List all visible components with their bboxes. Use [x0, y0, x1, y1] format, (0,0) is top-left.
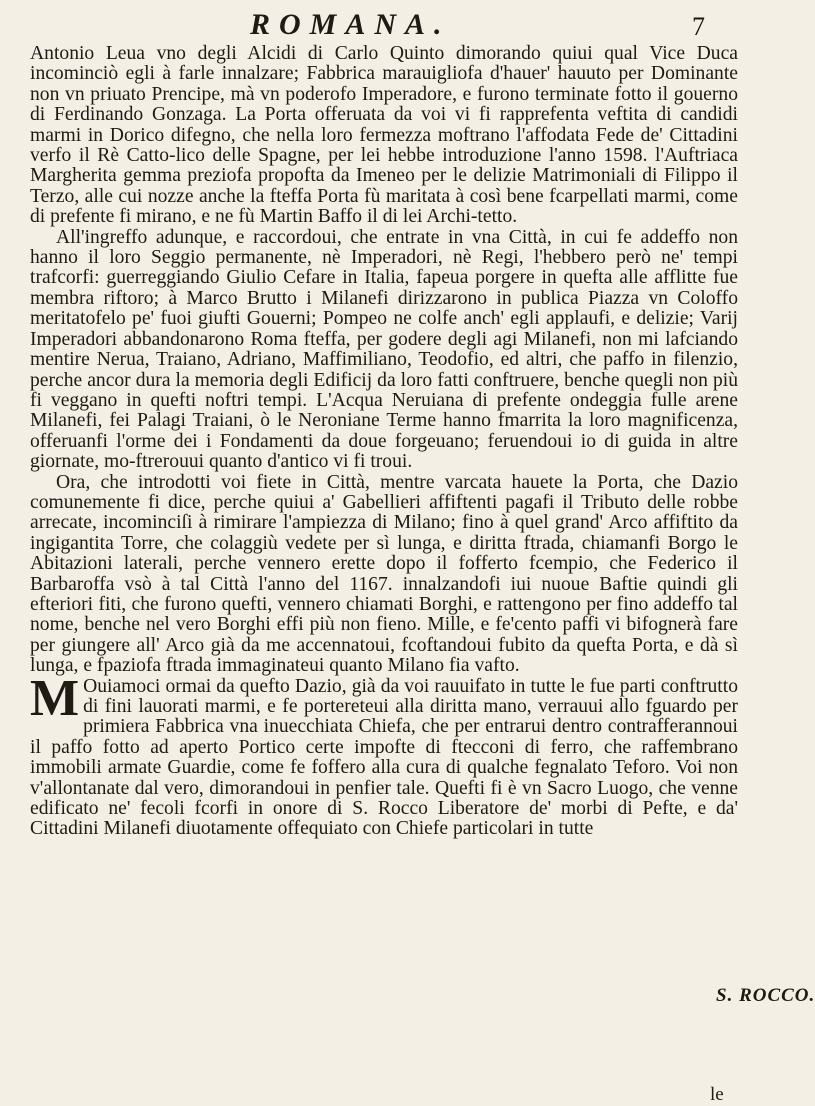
paragraph-4-text: Ouiamoci ormai da quefto Dazio, già da voi rauuifato in tutte le fue parti conftrutto di fini lauorati marmi, e fe portereteui alla diritta mano, verrauui allo fguardo per primiera Fabbrica vna inuecchiata Chiefa, che per entrarui dentro contrafferannoui il paffo fotto ad aperto Portico certe impofte di ftecconi di ferro, che raffembrano immobili armate Guardie, come fe foffero alla cura di qualche fegnalato Teforo. Voi non v'allontanate dal vero, dimorandoui in penfier tale. Quefti fi è vn Sacro Luogo, che venne edificato ne' fecoli fcorfi in onore di S. Rocco Liberatore de' morbi di Pefte, e da' Cittadini Milanefi diuotamente offequiato con Chiefe particolari in tutte — [30, 675, 738, 840]
paragraph-4 — [30, 669, 738, 840]
page-header — [0, 8, 800, 48]
paragraph-3: Ora, che introdotti voi fiete in Città, mentre varcata hauete la Porta, che Dazio comunemente fi dice, perche quiui a' Gabellieri affiftenti pagafi il Tributo delle robbe arrecate, incominciſi à rimirare l'ampiezza di Milano; fino à quel grand' Arco affiftito da ingigantita Torre, che colaggiù vedete per sì lunga, e diritta ftrada, chiamanfi Borgo le Abitazioni laterali, perche vennero erette dopo il fofferto fcempio, che Federico il Barbaroffa vsò à tal Città l'anno del 1167. innalzandofi iui nuoue Baftie quindi gli efteriori fiti, che furono quefti, vennero chiamati Borghi, e rattengono per fino addeffo tal nome, benche nel vero Borghi effi più non fieno. Mille, e fe'cento paffi vi bifognerà fare per giungere all' Arco già da me accennatoui, fcoftandoui fubito da quefta Porta, e dà sì lunga, e fpaziofa ftrada immaginateui quanto Milano fia vafto. — [30, 471, 738, 677]
paragraph-2: All'ingreffo adunque, e raccordoui, che entrate in vna Città, in cui fe addeffo non hanno il loro Seggio permanente, nè Imperadori, nè Regi, l'hebbero però ne' tempi trafcorfi: guerreggiando Giulio Cefare in Italia, fapeua porgere in quefta alle afflitte fue membra riftoro; à Marco Brutto i Milanefi dirizzarono in publica Piazza vn Coloffo meritatofelo pe' fuoi giufti Gouerni; Pompeo ne colfe anch' egli applaufi, e delizie; Varij Imperadori abbandonarono Roma fteffa, per godere degli agi Milanefi, non mi lafciando mentire Nerua, Traiano, Adriano, Maffimiliano, Teodofio, ed altri, che paffo in filenzio, perche ancor dura la memoria degli Edificij da loro fatti conftruere, benche quegli non più fi veggano in quefti noftri tempi. L'Acqua Neruiana di prefente ondeggia fulle arene Milanefi, fei Palagi Traiani, ò le Neroniane Terme hanno fmarrita la loro magnificenza, offeruanfi l'orme dei i Fondamenti da doue forgeuano; feruendoui io di guida in altre giornate, mo-ftrerouui quanto d'antico vi fi troui. — [30, 226, 738, 473]
paragraph-1: Antonio Leua vno degli Alcidi di Carlo Quinto dimorando quiui qual Vice Duca incominciò egli à farle innalzare; Fabbrica marauigliofa d'hauer' hauuto per Dominante non vn priuato Prencipe, mà vn poderofo Imperadore, e furono terminate fotto il gouerno di Ferdinando Gonzaga. La Porta offeruata da voi vi fi rapprefenta veftita di candidi marmi in Dorico difegno, che nella loro fermezza moftrano l'affodata Fede de' Cittadini verfo il Rè Catto-lico delle Spagne, per lei hebbe introduzione l'anno 1598. l'Auftriaca Margherita gemma preziofa propofta da Imeneo per le delizie Matrimoniali di Filippo il Terzo, alle cui nozze anche la fteffa Porta fù maritata à così bene fcarpellati marmi, come di prefente fi mirano, e ne fù Martin Baffo il di lei Archi-tetto. — [30, 43, 738, 228]
running-head: ROMANA. — [250, 8, 451, 41]
body-text — [30, 44, 738, 840]
margin-note: S. ROCCO. — [716, 985, 815, 1006]
page-number: 7 — [692, 12, 705, 41]
catchword: le — [710, 1084, 724, 1105]
drop-cap: M — [30, 669, 80, 727]
